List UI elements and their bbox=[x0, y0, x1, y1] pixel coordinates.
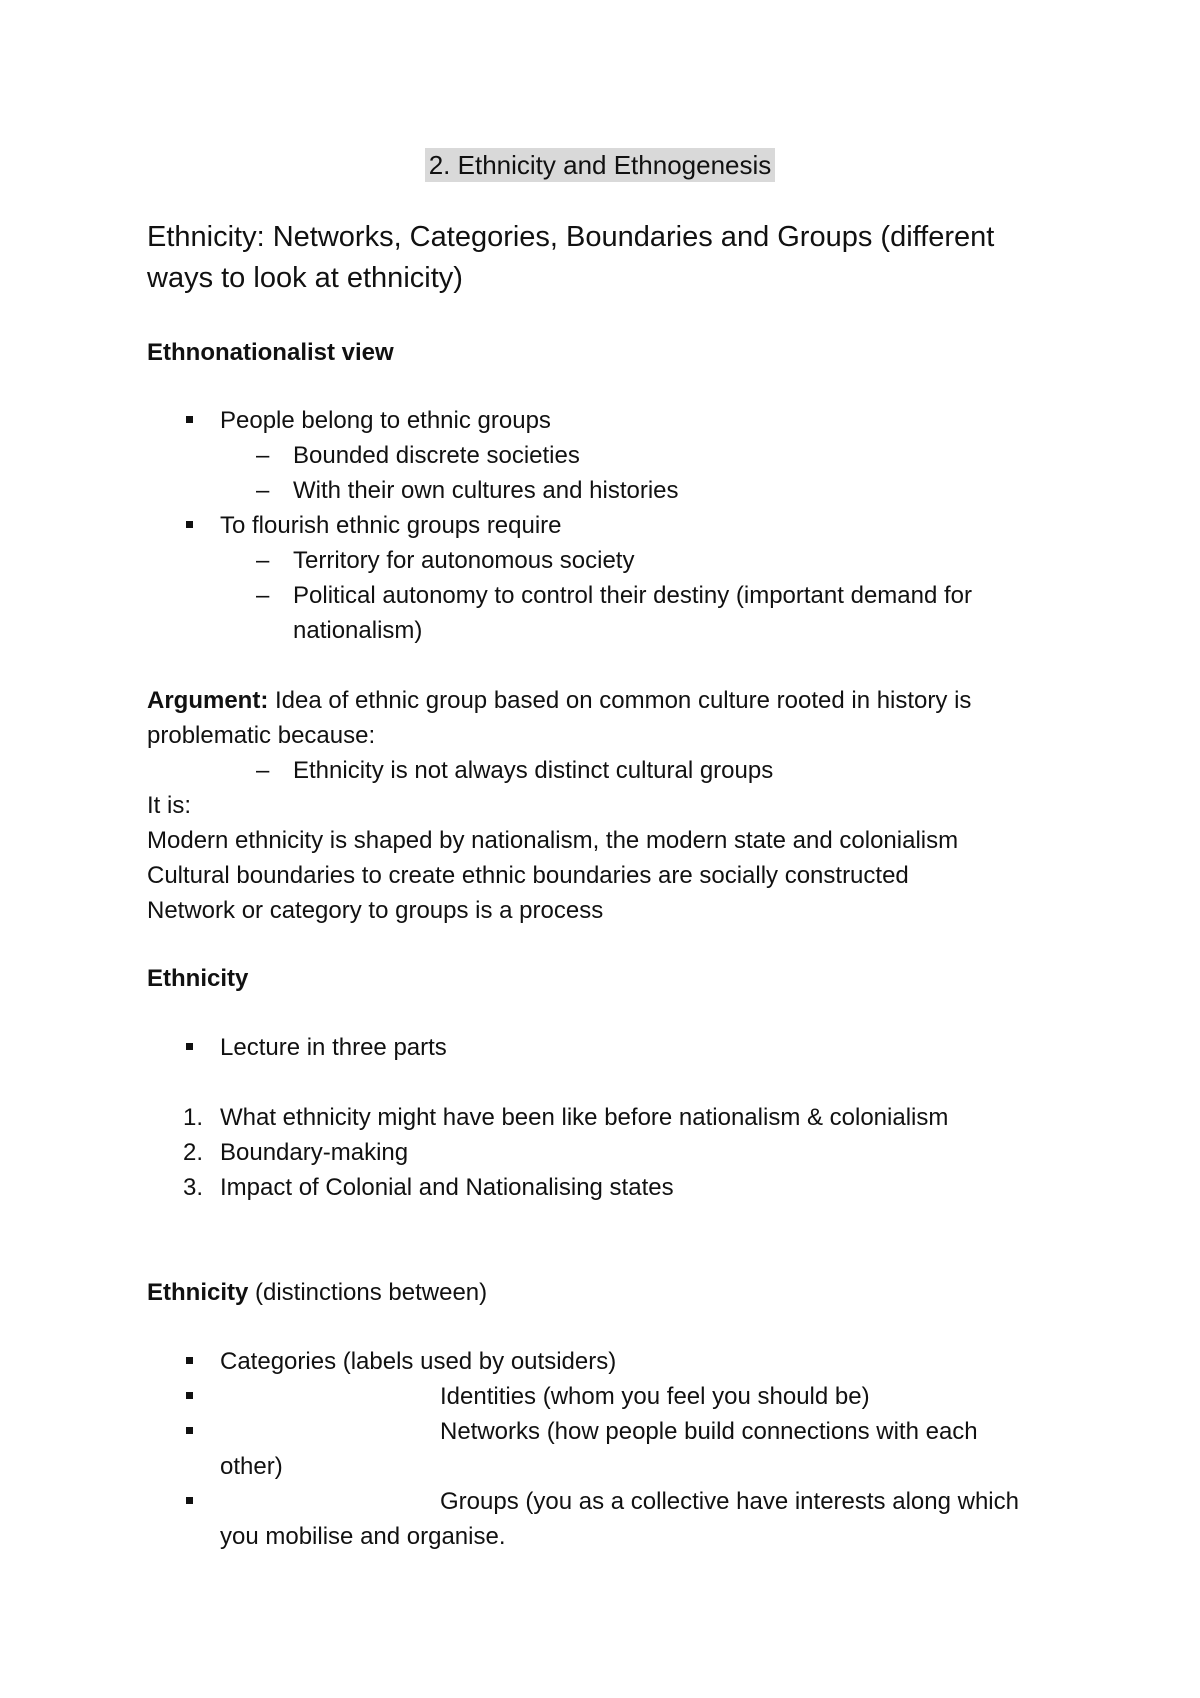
bullet-item: Identities (whom you feel you should be) bbox=[440, 1383, 870, 1410]
paragraph-line: Cultural boundaries to create ethnic boundaries are socially constructed bbox=[147, 862, 909, 889]
sub-bullet-item: Bounded discrete societies bbox=[293, 442, 580, 469]
bullet-item-continued: you mobilise and organise. bbox=[220, 1523, 506, 1550]
bullet-square-icon bbox=[186, 521, 193, 528]
paragraph-line: Network or category to groups is a process bbox=[147, 897, 604, 924]
subtitle-line-2: ways to look at ethnicity) bbox=[147, 262, 463, 294]
dash-icon: – bbox=[256, 582, 270, 609]
sub-bullet-item: Political autonomy to control their destiny (important demand for bbox=[293, 582, 972, 609]
argument-label: Argument: bbox=[147, 687, 269, 714]
numbered-item: Boundary-making bbox=[220, 1139, 409, 1166]
sub-bullet-item: With their own cultures and histories bbox=[293, 477, 679, 504]
bullet-square-icon bbox=[186, 1427, 193, 1434]
sub-bullet-item: Ethnicity is not always distinct cultural groups bbox=[293, 757, 774, 784]
bullet-item: Lecture in three parts bbox=[220, 1034, 447, 1061]
list-number: 2. bbox=[183, 1139, 204, 1166]
argument-line-2: problematic because: bbox=[147, 722, 376, 749]
numbered-item: What ethnicity might have been like before nationalism & colonialism bbox=[220, 1104, 949, 1131]
bullet-item: Categories (labels used by outsiders) bbox=[220, 1348, 617, 1375]
bullet-square-icon bbox=[186, 1392, 193, 1399]
dash-icon: – bbox=[256, 442, 270, 469]
bullet-item-continued: other) bbox=[220, 1453, 283, 1480]
dash-icon: – bbox=[256, 477, 270, 504]
argument-text: Idea of ethnic group based on common culture rooted in history is bbox=[268, 687, 972, 714]
bullet-item: Networks (how people build connections with each bbox=[440, 1418, 978, 1445]
bullet-square-icon bbox=[186, 416, 193, 423]
page-title: 2. Ethnicity and Ethnogenesis bbox=[425, 148, 776, 182]
bullet-item: To flourish ethnic groups require bbox=[220, 512, 562, 539]
dash-icon: – bbox=[256, 757, 270, 784]
section-heading-rest: (distinctions between) bbox=[248, 1279, 488, 1306]
paragraph-line: Modern ethnicity is shaped by nationalism, the modern state and colonialism bbox=[147, 827, 959, 854]
dash-icon: – bbox=[256, 547, 270, 574]
it-is-label: It is: bbox=[147, 792, 192, 819]
bullet-square-icon bbox=[186, 1043, 193, 1050]
bullet-square-icon bbox=[186, 1497, 193, 1504]
subtitle-line-1: Ethnicity: Networks, Categories, Boundaries and Groups (different bbox=[147, 221, 995, 253]
section-heading-ethnonationalist: Ethnonationalist view bbox=[147, 339, 394, 366]
section-heading-ethnicity: Ethnicity bbox=[147, 965, 249, 992]
title-container bbox=[0, 148, 1200, 182]
numbered-item: Impact of Colonial and Nationalising states bbox=[220, 1174, 674, 1201]
list-number: 1. bbox=[183, 1104, 204, 1131]
list-number: 3. bbox=[183, 1174, 204, 1201]
section-heading-bold: Ethnicity bbox=[147, 1279, 249, 1306]
bullet-item: People belong to ethnic groups bbox=[220, 407, 551, 434]
bullet-square-icon bbox=[186, 1357, 193, 1364]
sub-bullet-item-continued: nationalism) bbox=[293, 617, 423, 644]
sub-bullet-item: Territory for autonomous society bbox=[293, 547, 635, 574]
bullet-item: Groups (you as a collective have interests along which bbox=[440, 1488, 1019, 1515]
section-heading-distinctions bbox=[147, 1278, 487, 1308]
argument-line-1 bbox=[147, 686, 971, 716]
